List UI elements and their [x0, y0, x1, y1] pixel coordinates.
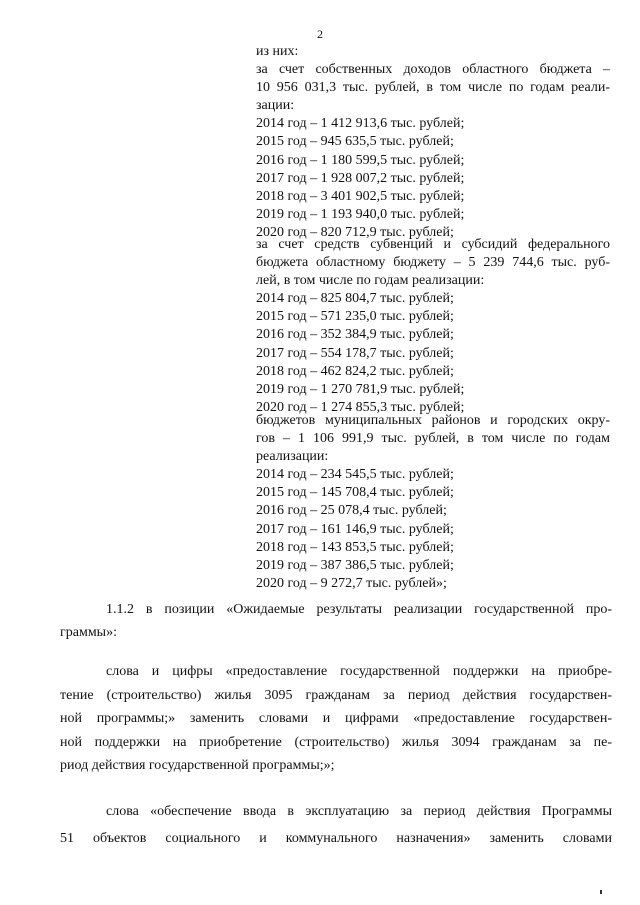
- text-line: за счет собственных доходов областного бюджета –: [256, 62, 610, 78]
- year-line: 2020 год – 1 274 855,3 тыс. рублей;: [256, 399, 465, 415]
- text-line: граммы»:: [60, 625, 117, 640]
- year-line: 2019 год – 1 270 781,9 тыс. рублей;: [256, 381, 465, 397]
- year-line: 2016 год – 25 078,4 тыс. рублей;: [256, 503, 447, 519]
- year-line: 2014 год – 825 804,7 тыс. рублей;: [256, 291, 454, 307]
- text-line: лей, в том числе по годам реализации:: [256, 273, 485, 289]
- text-line: зации:: [256, 98, 295, 114]
- year-line: 2019 год – 387 386,5 тыс. рублей;: [256, 557, 454, 573]
- text-line: ной поддержки на приобретение (строительство) жилья 3094 гражданам за пе-: [60, 734, 612, 750]
- year-line: 2019 год – 1 193 940,0 тыс. рублей;: [256, 206, 465, 222]
- paragraph-replacement-2: [60, 798, 612, 852]
- year-line: 2015 год – 145 708,4 тыс. рублей;: [256, 485, 454, 501]
- year-line: 2017 год – 1 928 007,2 тыс. рублей;: [256, 170, 465, 186]
- municipal-budget-block: [256, 412, 610, 593]
- year-line: 2018 год – 143 853,5 тыс. рублей;: [256, 539, 454, 555]
- text-line: реализации:: [256, 449, 329, 465]
- year-line: 2018 год – 462 824,2 тыс. рублей;: [256, 363, 454, 379]
- year-line: 2014 год – 1 412 913,6 тыс. рублей;: [256, 116, 465, 132]
- paragraph-replacement-1: [60, 660, 612, 778]
- paragraph-1-1-2: [60, 598, 612, 644]
- year-line: 2016 год – 352 384,9 тыс. рублей;: [256, 327, 454, 343]
- page-number: 2: [317, 27, 323, 41]
- federal-budget-block: [256, 236, 610, 417]
- text-line: бюджетов муниципальных районов и городских окру-: [256, 413, 610, 428]
- text-line: из них:: [256, 44, 299, 59]
- text-line: риод действия государственной программы;»;: [60, 758, 335, 773]
- year-line: 2016 год – 1 180 599,5 тыс. рублей;: [256, 152, 465, 168]
- year-line: 2014 год – 234 545,5 тыс. рублей;: [256, 467, 454, 483]
- year-line: 2015 год – 571 235,0 тыс. рублей;: [256, 309, 454, 325]
- year-line: 2015 год – 945 635,5 тыс. рублей;: [256, 134, 454, 150]
- text-line: бюджета областному бюджету – 5 239 744,6 тыс. руб-: [256, 255, 610, 271]
- text-line: слова «обеспечение ввода в эксплуатацию за период действия Программы: [106, 804, 612, 819]
- text-line: 10 956 031,3 тыс. рублей, в том числе по годам реали-: [256, 80, 610, 96]
- year-line: 2017 год – 161 146,9 тыс. рублей;: [256, 521, 454, 537]
- scan-mark: [600, 890, 602, 894]
- year-line: 2018 год – 3 401 902,5 тыс. рублей;: [256, 188, 465, 204]
- text-line: гов – 1 106 991,9 тыс. рублей, в том числе по годам: [256, 431, 610, 447]
- regional-budget-block: [256, 43, 610, 242]
- text-line: тение (строительство) жилья 3095 гражданам за период действия государствен-: [60, 687, 612, 703]
- text-line: 51 объектов социального и коммунального назначения» заменить словами: [60, 831, 612, 846]
- year-line: 2020 год – 820 712,9 тыс. рублей;: [256, 224, 454, 240]
- text-line: за счет средств субвенций и субсидий федерального: [256, 237, 610, 252]
- year-line: 2020 год – 9 272,7 тыс. рублей»;: [256, 575, 447, 591]
- text-line: слова и цифры «предоставление государственной поддержки на приобре-: [106, 664, 612, 679]
- year-line: 2017 год – 554 178,7 тыс. рублей;: [256, 345, 454, 361]
- text-line: 1.1.2 в позиции «Ожидаемые результаты реализации государственной про-: [106, 602, 612, 617]
- text-line: ной программы;» заменить словами и цифрами «предоставление государствен-: [60, 711, 612, 726]
